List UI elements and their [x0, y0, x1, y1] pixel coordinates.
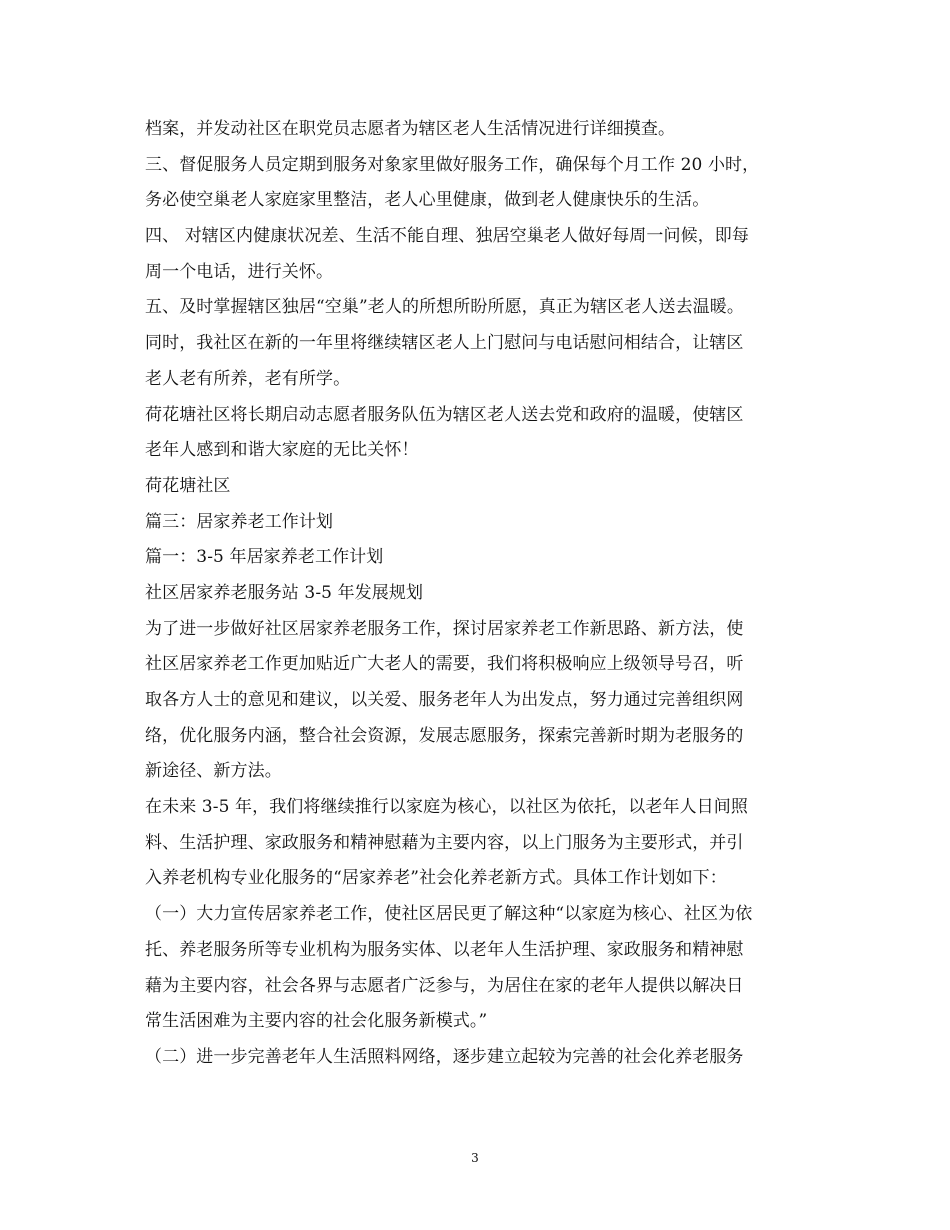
text-line: 档案，并发动社区在职党员志愿者为辖区老人生活情况进行详细摸查。 [145, 119, 676, 139]
text-line: 同时，我社区在新的一年里将继续辖区老人上门慰问与电话慰问相结合，让辖区 [145, 333, 744, 354]
text-line: 荷花塘社区将长期启动志愿者服务队伍为辖区老人送去党和政府的温暖，使辖区 [145, 404, 744, 425]
text-line: 托、养老服务所等专业机构为服务实体、以老年人生活护理、家政服务和精神慰 [145, 939, 744, 960]
text-line: 务必使空巢老人家庭家里整洁，老人心里健康，做到老人健康快乐的生活。 [145, 190, 710, 211]
text-line: 在未来 3-5 年，我们将继续推行以家庭为核心，以社区为依托，以老年人日间照 [145, 797, 748, 818]
text-line: 入养老机构专业化服务的“居家养老”社会化养老新方式。具体工作计划如下： [145, 868, 727, 889]
text-line: 老年人感到和谐大家庭的无比关怀！ [145, 440, 419, 461]
text-line: 社区居家养老工作更加贴近广大老人的需要，我们将积极响应上级领导号召，听 [145, 654, 744, 675]
text-line: 新途径、新方法。 [145, 761, 282, 782]
text-line: 老人老有所养，老有所学。 [145, 368, 351, 389]
text-line: 三、督促服务人员定期到服务对象家里做好服务工作，确保每个月工作 20 小时， [145, 154, 760, 175]
text-line: 为了进一步做好社区居家养老服务工作，探讨居家养老工作新思路、新方法，使 [145, 618, 744, 639]
text-line: 藉为主要内容，社会各界与志愿者广泛参与，为居住在家的老年人提供以解决日 [145, 975, 744, 996]
document-body [145, 112, 815, 1076]
text-line: 四、 对辖区内健康状况差、生活不能自理、独居空巢老人做好每周一问候，即每 [145, 226, 750, 247]
text-line: （一）大力宣传居家养老工作，使社区居民更了解这种“以家庭为核心、社区为依 [145, 904, 753, 925]
text-line: 常生活困难为主要内容的社会化服务新模式。” [145, 1011, 488, 1032]
text-line: 荷花塘社区 [145, 475, 231, 496]
text-line: 社区居家养老服务站 3-5 年发展规划 [145, 582, 424, 603]
text-line: 五、及时掌握辖区独居“空巢”老人的所想所盼所愿，真正为辖区老人送去温暖。 [145, 297, 744, 318]
text-line: 篇三：居家养老工作计划 [145, 511, 334, 532]
text-line: 周一个电话，进行关怀。 [145, 261, 334, 282]
page-number: 3 [471, 1151, 479, 1165]
text-line: 料、生活护理、家政服务和精神慰藉为主要内容，以上门服务为主要形式，并引 [145, 832, 744, 853]
text-line: 取各方人士的意见和建议，以关爱、服务老年人为出发点，努力通过完善组织网 [145, 690, 744, 710]
text-line: （二）进一步完善老年人生活照料网络，逐步建立起较为完善的社会化养老服务 [145, 1046, 744, 1067]
text-line: 篇一：3-5 年居家养老工作计划 [145, 547, 384, 568]
text-line: 络，优化服务内涵，整合社会资源，发展志愿服务，探索完善新时期为老服务的 [145, 725, 744, 746]
